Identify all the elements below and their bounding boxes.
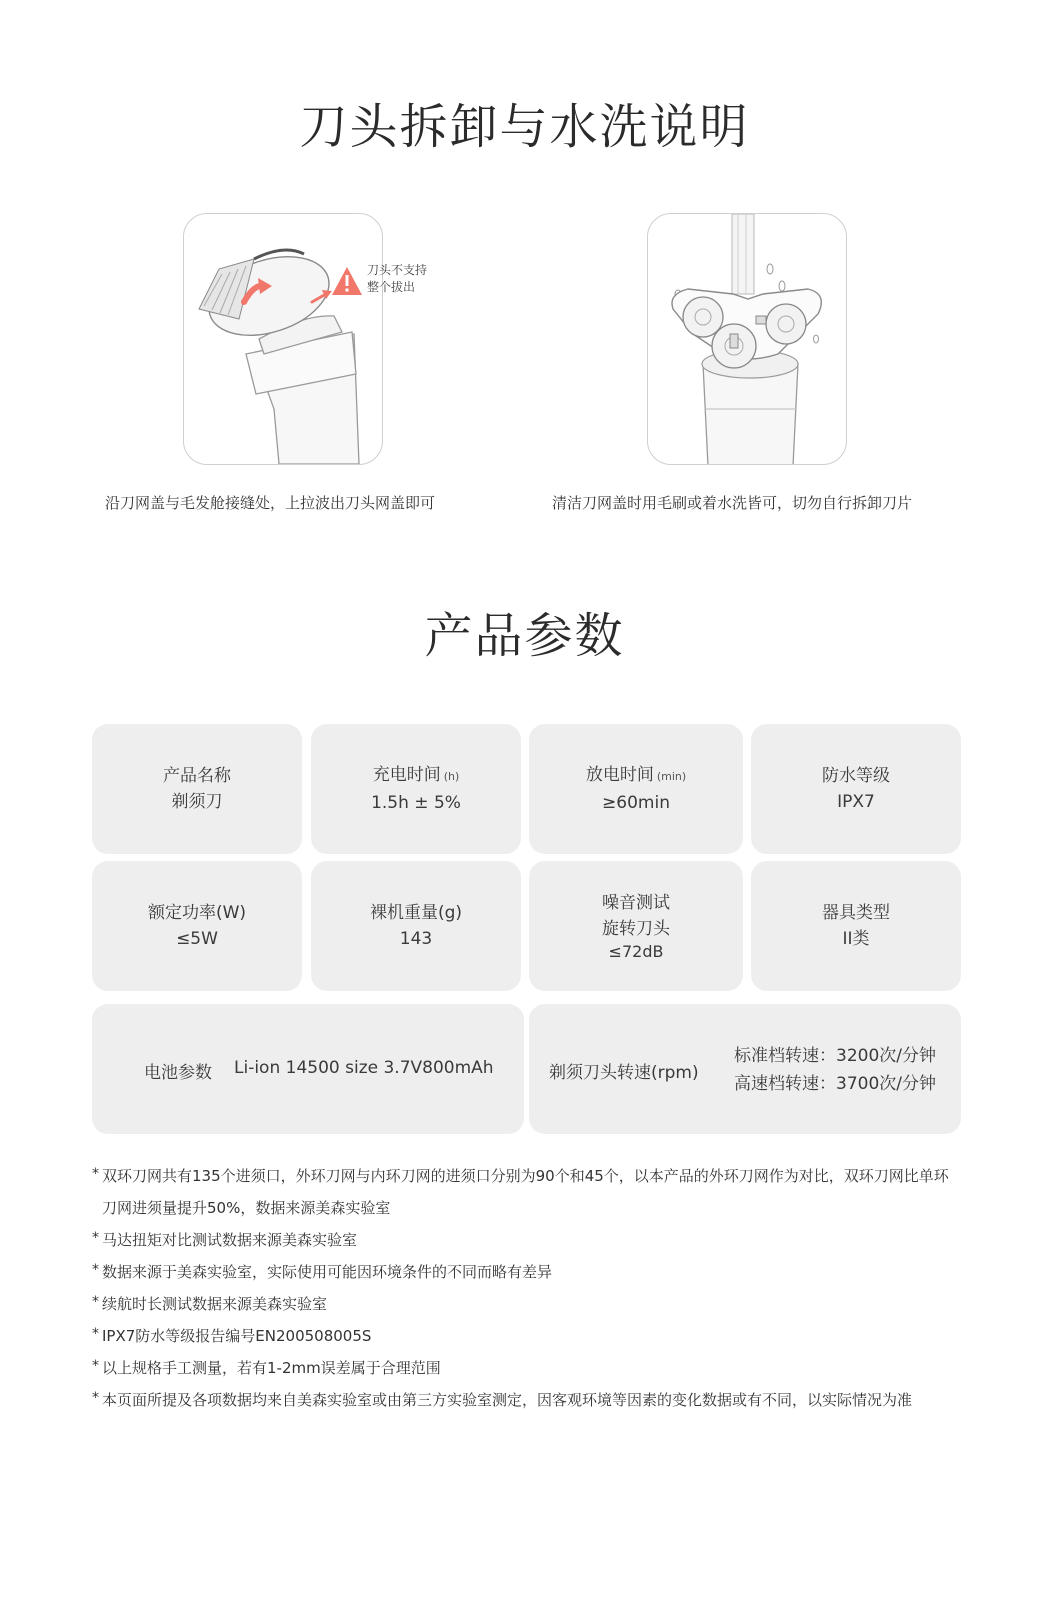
spec-cell-charge-time bbox=[311, 724, 521, 854]
page-title-disassembly: 刀头拆卸与水洗说明 bbox=[299, 99, 750, 155]
spec-label: 器具类型 bbox=[822, 903, 890, 923]
spec-label: 噪音测试 bbox=[602, 893, 670, 913]
warning-text bbox=[367, 262, 427, 296]
spec-label: 额定功率(W) bbox=[147, 903, 247, 923]
speed-values bbox=[734, 1042, 936, 1098]
spec-cell-discharge-time bbox=[529, 724, 743, 854]
battery-value: Li-ion 14500 size 3.7V800mAh bbox=[234, 1058, 494, 1078]
footnote-item: * 续航时长测试数据来源美森实验室 bbox=[92, 1288, 962, 1320]
spec-cell-weight bbox=[311, 861, 521, 991]
footnote-item: * 双环刀网共有135个进须口，外环刀网与内环刀网的进须口分别为90个和45个，以本产品的外环刀网作为对比，双环刀网比单环刀网进须量提升50%，数据来源美森实验室 bbox=[92, 1160, 962, 1224]
warning-text-line1: 刀头不支持 bbox=[367, 263, 428, 277]
caption-removal: 沿刀网盖与毛发舱接缝处，上拉波出刀头网盖即可 bbox=[105, 494, 436, 512]
spec-value-secondary: ≤72dB bbox=[608, 942, 664, 961]
spec-unit: (min) bbox=[656, 770, 687, 783]
spec-cell-battery bbox=[92, 1004, 524, 1134]
footnote-item: * IPX7防水等级报告编号EN200508005S bbox=[92, 1320, 962, 1352]
spec-cell-rated-power bbox=[92, 861, 302, 991]
speed-standard: 标准档转速：3200次/分钟 bbox=[734, 1046, 936, 1066]
spec-label: 放电时间 (min) bbox=[585, 765, 687, 785]
speed-high: 高速档转速：3700次/分钟 bbox=[734, 1074, 936, 1094]
caption-washing: 清洁刀网盖时用毛刷或着水洗皆可，切勿自行拆卸刀片 bbox=[552, 494, 913, 512]
spec-value: ≤5W bbox=[176, 929, 218, 949]
spec-value: II类 bbox=[842, 929, 870, 949]
spec-label: 充电时间 (h) bbox=[372, 765, 460, 785]
footnote-item: * 数据来源于美森实验室，实际使用可能因环境条件的不同而略有差异 bbox=[92, 1256, 962, 1288]
spec-value: IPX7 bbox=[837, 792, 875, 812]
spec-unit: (h) bbox=[443, 770, 460, 783]
spec-cell-rotation-speed bbox=[529, 1004, 961, 1134]
spec-cell-product-name bbox=[92, 724, 302, 854]
spec-cell-appliance-class bbox=[751, 861, 961, 991]
footnote-item: * 马达扭矩对比测试数据来源美森实验室 bbox=[92, 1224, 962, 1256]
warning-text-line2: 整个拔出 bbox=[367, 280, 416, 294]
shaver-removal-illustration bbox=[183, 213, 383, 465]
spec-label: 产品名称 bbox=[163, 766, 231, 786]
footnotes bbox=[92, 1160, 962, 1416]
spec-value: 旋转刀头 bbox=[602, 919, 670, 939]
footnote-item: * 本页面所提及各项数据均来自美森实验室或由第三方实验室测定，因客观环境等因素的变化数据或有不同，以实际情况为准 bbox=[92, 1384, 962, 1416]
spec-cell-waterproof bbox=[751, 724, 961, 854]
footnote-item: * 以上规格手工测量，若有1-2mm误差属于合理范围 bbox=[92, 1352, 962, 1384]
spec-value: ≥60min bbox=[602, 793, 670, 813]
spec-value: 1.5h ± 5% bbox=[371, 793, 461, 813]
shaver-washing-illustration bbox=[647, 213, 847, 465]
battery-label: 电池参数 bbox=[144, 1063, 212, 1083]
spec-value: 剃须刀 bbox=[171, 792, 223, 812]
page-title-specs: 产品参数 bbox=[424, 608, 625, 664]
spec-cell-noise-test bbox=[529, 861, 743, 991]
speed-label: 剃须刀头转速(rpm) bbox=[549, 1063, 699, 1083]
spec-label: 裸机重量(g) bbox=[369, 903, 463, 923]
spec-label: 防水等级 bbox=[822, 766, 890, 786]
spec-value: 143 bbox=[399, 929, 433, 949]
